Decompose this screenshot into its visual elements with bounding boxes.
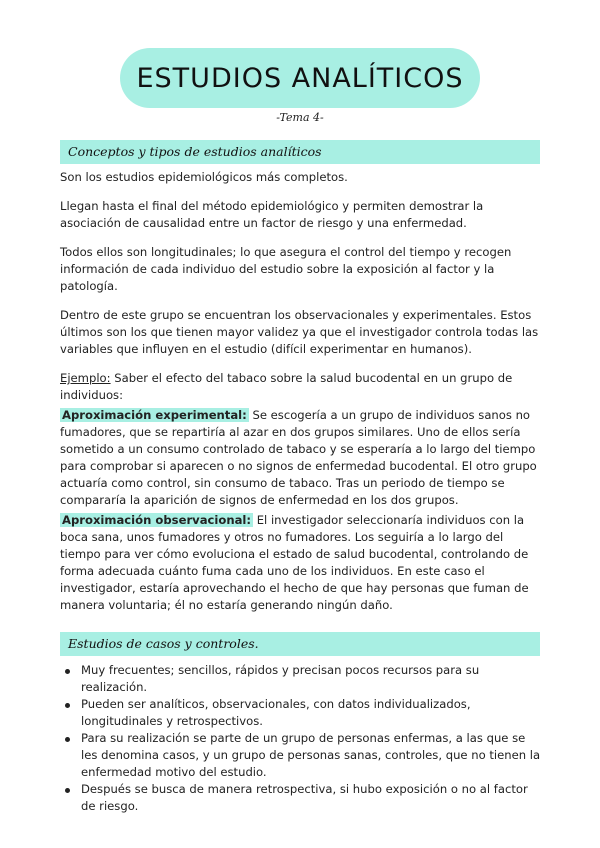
list-item <box>60 730 542 781</box>
bullet-icon <box>65 737 70 742</box>
list-item-text: Muy frecuentes; sencillos, rápidos y precisan pocos recursos para su realización. <box>81 663 480 694</box>
experimental-label: Aproximación experimental: <box>62 408 247 422</box>
section-heading: Conceptos y tipos de estudios analíticos <box>68 144 322 159</box>
example-label: Ejemplo: <box>60 371 111 385</box>
bullet-icon <box>65 788 70 793</box>
observational-paragraph <box>60 512 542 614</box>
observational-text: El investigador seleccionaría individuos con la boca sana, unos fumadores y otros no fumadores. Los seguiría a lo largo del tiempo para ver cómo evoluciona el estado de salud bucodental, controlando de forma adecuada cuánto fuma cada uno de los individuos. En este caso el investigador, estaría aprovechando el hecho de que hay personas que fuman de manera voluntaria; él no estaría generando ningún daño. <box>60 513 529 612</box>
paragraph: Son los estudios epidemiológicos más completos. <box>60 170 348 184</box>
section-heading-bar <box>60 632 540 656</box>
paragraph: Dentro de este grupo se encuentran los observacionales y experimentales. Estos últimos son los que tienen mayor validez ya que el investigador controla todas las variables que influyen en el estudio (difícil experimentar en humanos). <box>60 308 539 356</box>
section-heading-bar <box>60 140 540 164</box>
title-banner <box>120 48 480 108</box>
list-item <box>60 781 542 815</box>
paragraph: Todos ellos son longitudinales; lo que asegura el control del tiempo y recogen información de cada individuo del estudio sobre la exposición al factor y la patología. <box>60 245 512 293</box>
list-item <box>60 696 542 730</box>
bullet-icon <box>65 669 70 674</box>
example-paragraph <box>60 370 542 404</box>
list-item-text: Para su realización se parte de un grupo de personas enfermas, a las que se les denomina casos, y un grupo de personas sanas, controles, que no tienen la enfermedad motivo del estudio. <box>81 731 541 779</box>
bullet-icon <box>65 703 70 708</box>
list-item-text: Después se busca de manera retrospectiva, si hubo exposición o no al factor de riesgo. <box>81 782 528 813</box>
example-text: Saber el efecto del tabaco sobre la salud bucodental en un grupo de individuos: <box>60 371 513 402</box>
list-item <box>60 662 542 696</box>
bullet-list <box>60 662 542 815</box>
experimental-text: Se escogería a un grupo de individuos sanos no fumadores, que se repartiría al azar en dos grupos similares. Uno de ellos sería sometido a un consumo controlado de tabaco y se esperaría a lo largo del tiempo para comprobar si aparecen o no signos de enfermedad bucodental. El otro grupo actuaría como control, sin consumo de tabaco. Tras un periodo de tiempo se compararía la aparición de signos de enfermedad en los dos grupos. <box>60 408 537 507</box>
section-heading: Estudios de casos y controles. <box>68 636 259 651</box>
paragraph: Llegan hasta el final del método epidemiológico y permiten demostrar la asociación de causalidad entre un factor de riesgo y una enfermedad. <box>60 199 484 230</box>
page-title: ESTUDIOS ANALÍTICOS <box>136 62 464 94</box>
observational-label: Aproximación observacional: <box>62 513 252 527</box>
experimental-paragraph <box>60 407 542 509</box>
section-body <box>60 169 542 614</box>
list-item-text: Pueden ser analíticos, observacionales, con datos individualizados, longitudinales y retrospectivos. <box>81 697 471 728</box>
page-subtitle: -Tema 4- <box>276 111 324 124</box>
